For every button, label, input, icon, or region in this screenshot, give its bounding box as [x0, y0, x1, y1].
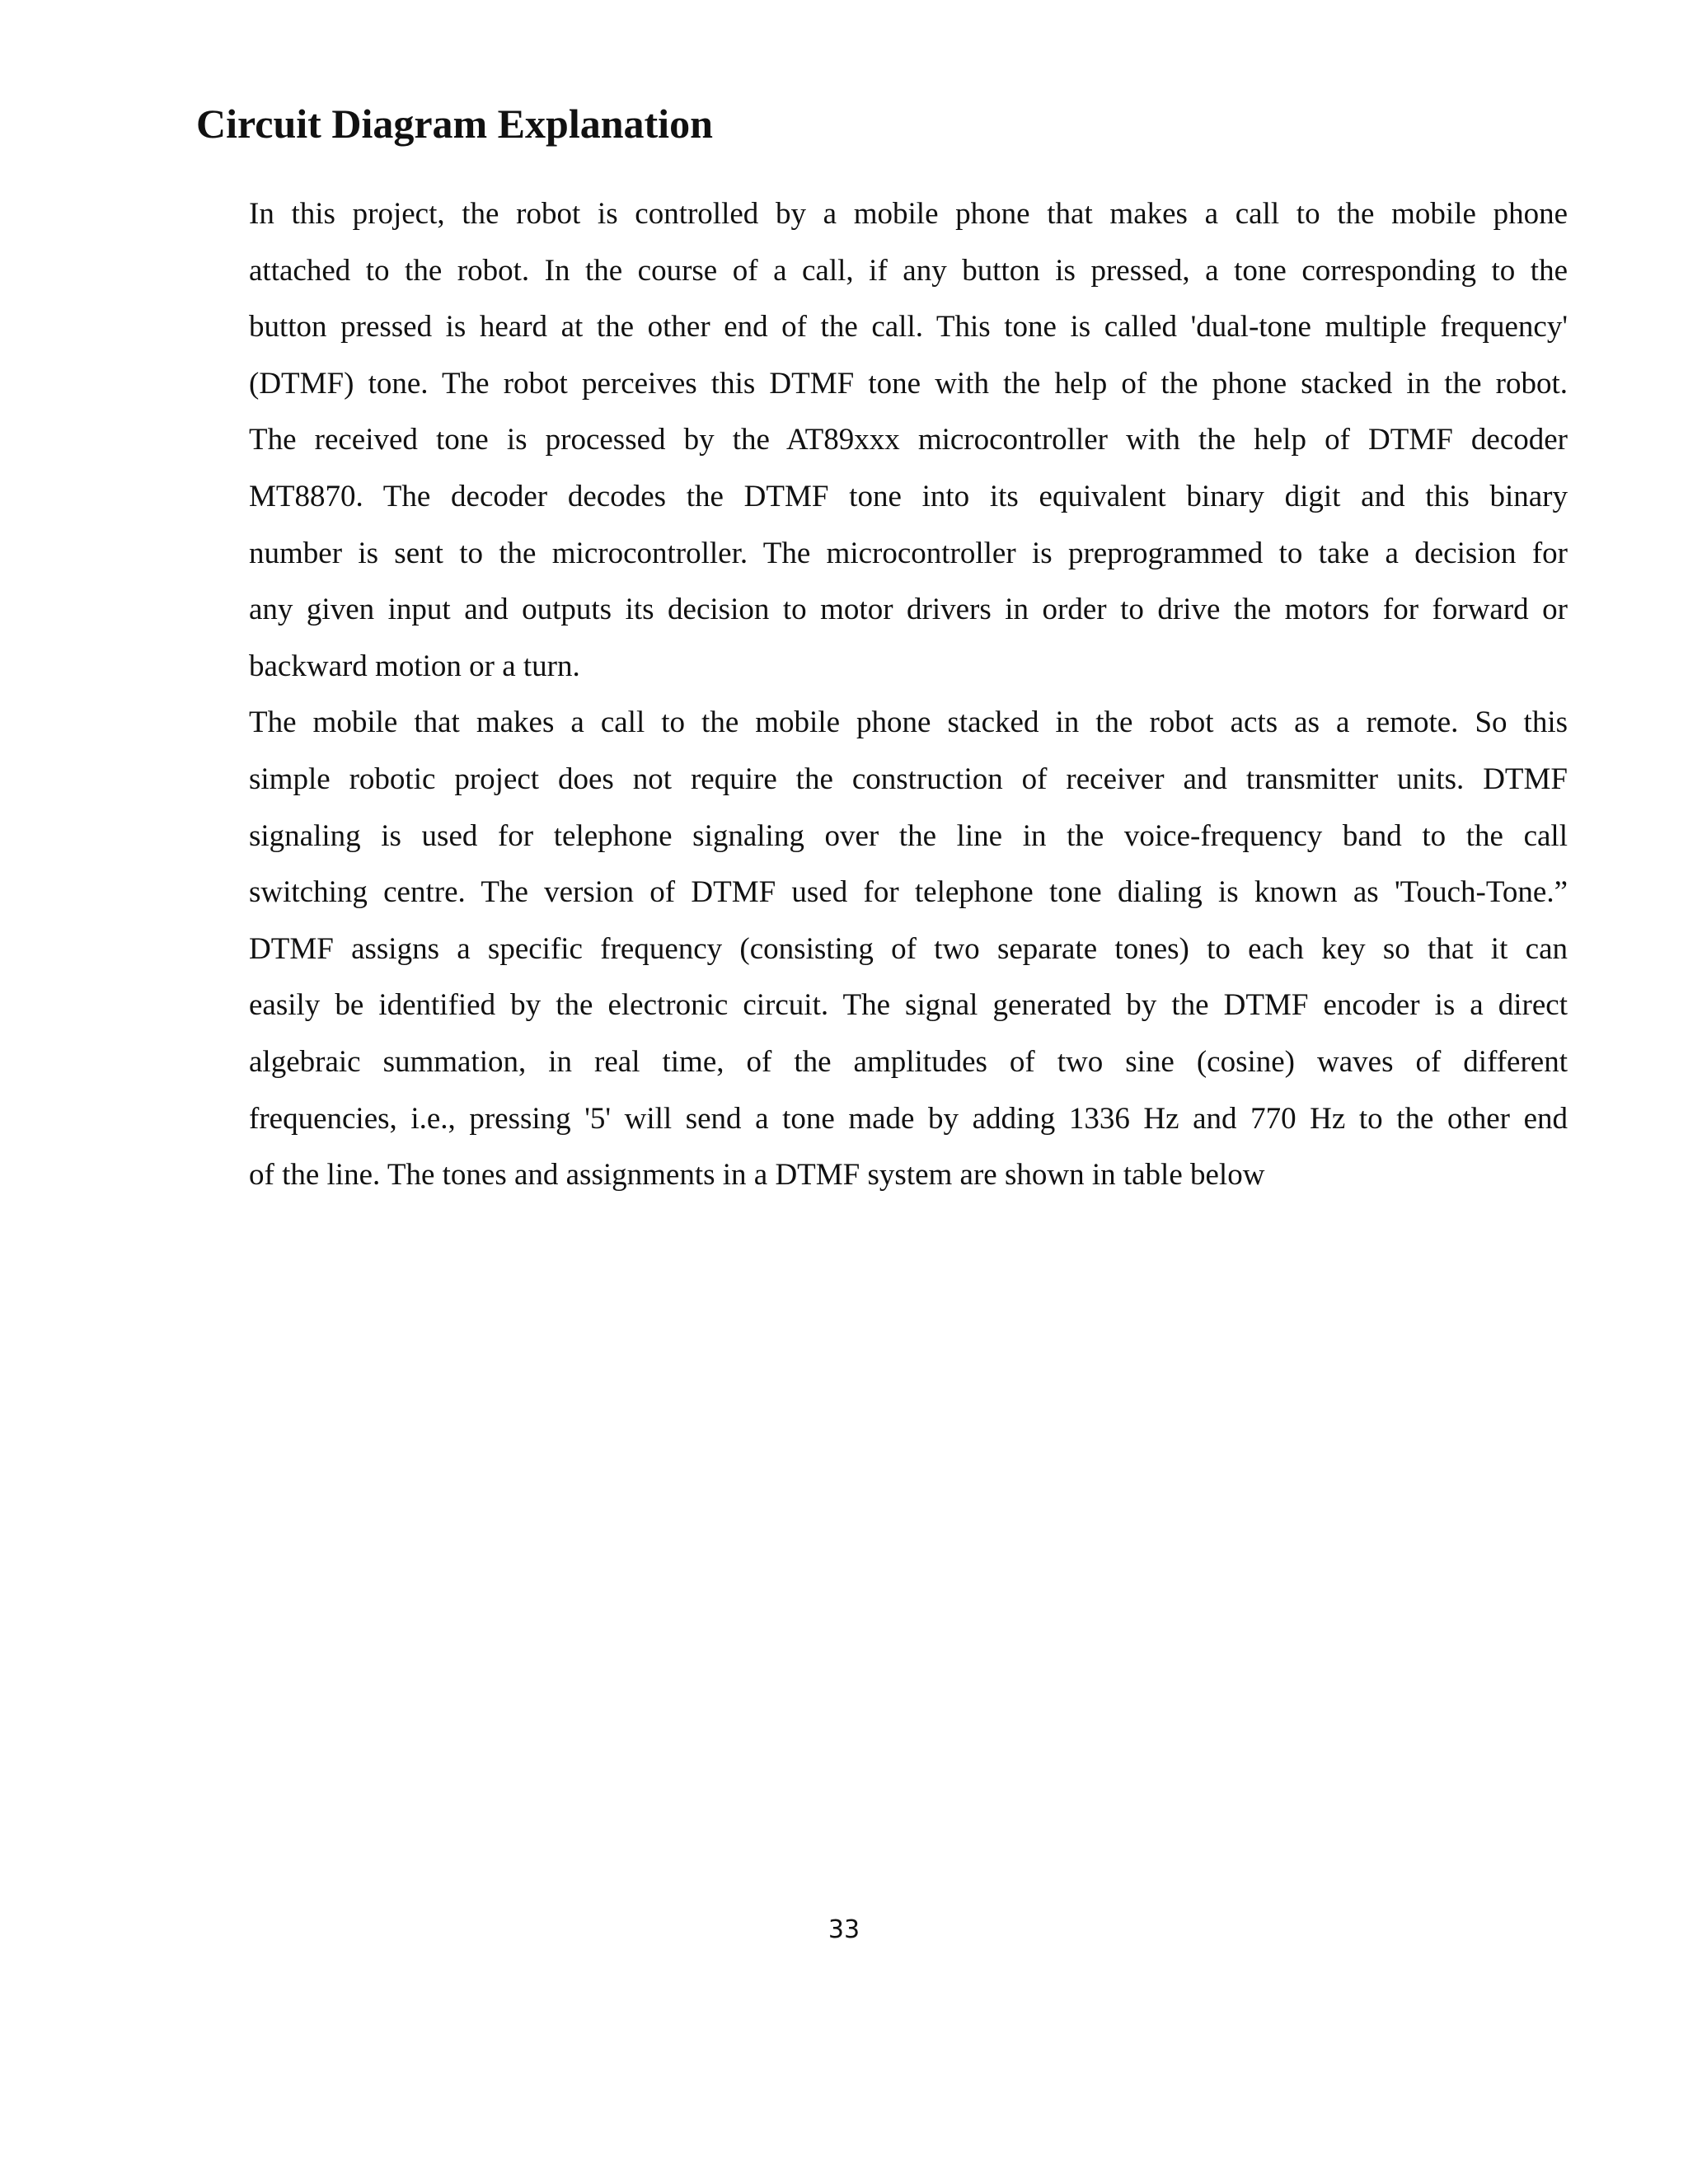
text-line: switching centre. The version of DTMF used for telephone tone dialing is known as 'Touch-Tone.” [249, 875, 1568, 910]
text-line: backward motion or a turn. [249, 649, 580, 683]
paragraph-2 [249, 695, 1568, 1203]
text-line: attached to the robot. In the course of a call, if any button is pressed, a tone corresponding to the [249, 253, 1568, 288]
page-number: 33 [828, 1915, 860, 1944]
paragraph-1 [249, 186, 1568, 695]
text-line: The received tone is processed by the AT89xxx microcontroller with the help of DTMF decoder [249, 423, 1568, 457]
text-line: The mobile that makes a call to the mobile phone stacked in the robot acts as a remote. So this [249, 705, 1568, 740]
text-line: button pressed is heard at the other end of the call. This tone is called 'dual-tone multiple frequency' [249, 310, 1568, 344]
text-line: simple robotic project does not require the construction of receiver and transmitter units. DTMF [249, 762, 1568, 796]
text-line: signaling is used for telephone signaling over the line in the voice-frequency band to the call [249, 818, 1568, 853]
text-line: frequencies, i.e., pressing '5' will send a tone made by adding 1336 Hz and 770 Hz to the other end [249, 1101, 1568, 1136]
body-text [249, 186, 1568, 1204]
text-line: number is sent to the microcontroller. The microcontroller is preprogrammed to take a decision for [249, 536, 1568, 570]
text-line: DTMF assigns a specific frequency (consisting of two separate tones) to each key so that it can [249, 931, 1568, 966]
text-line: any given input and outputs its decision to motor drivers in order to drive the motors for forward or [249, 593, 1568, 627]
text-line: MT8870. The decoder decodes the DTMF tone into its equivalent binary digit and this binary [249, 479, 1568, 513]
text-line: (DTMF) tone. The robot perceives this DTMF tone with the help of the phone stacked in the robot. [249, 366, 1568, 401]
text-line: In this project, the robot is controlled by a mobile phone that makes a call to the mobile phone [249, 197, 1568, 231]
text-line: easily be identified by the electronic circuit. The signal generated by the DTMF encoder is a direct [249, 988, 1568, 1023]
text-line: algebraic summation, in real time, of the amplitudes of two sine (cosine) waves of different [249, 1044, 1568, 1079]
text-line: of the line. The tones and assignments in a DTMF system are shown in table below [249, 1158, 1265, 1193]
section-heading: Circuit Diagram Explanation [196, 101, 713, 147]
